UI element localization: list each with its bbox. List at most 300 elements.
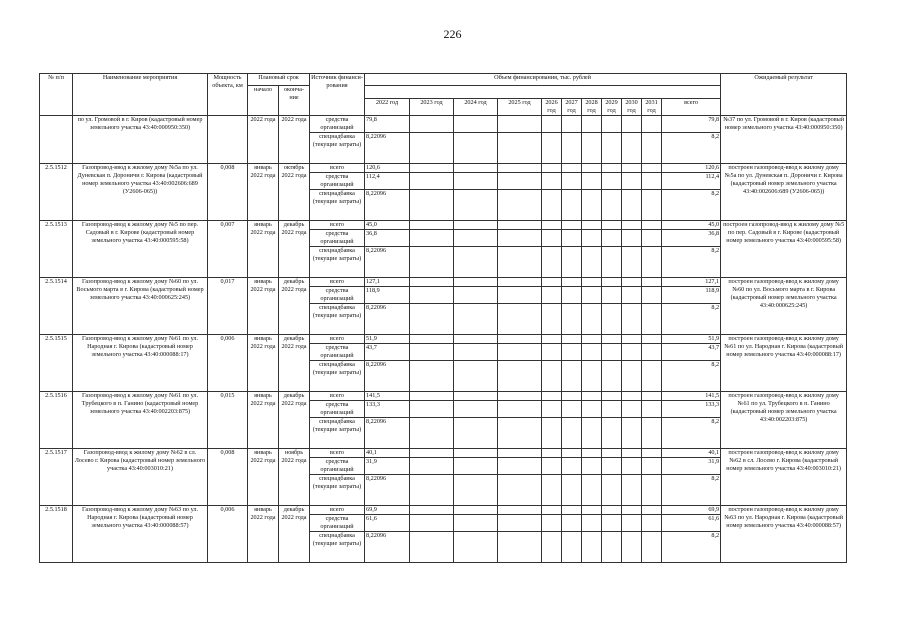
value-empty [602,190,622,221]
value-empty [454,173,498,190]
value-empty [582,506,602,515]
value-empty [582,278,602,287]
value-empty [498,304,542,335]
value-2022: 61,6 [365,515,410,532]
value-empty [454,449,498,458]
header-name: Наименование мероприятия [73,74,208,116]
value-empty [410,304,454,335]
value-empty [622,458,642,475]
funding-source: спецнадбавка (текущие затраты) [310,247,365,278]
header-year: 2028 год [582,99,602,116]
value-empty [582,221,602,230]
value-empty [454,361,498,392]
value-empty [454,116,498,133]
financing-table [39,73,847,563]
value-empty [642,344,662,361]
value-empty [498,506,542,515]
funding-source: спецнадбавка (текущие затраты) [310,418,365,449]
value-empty [410,392,454,401]
value-2022: 112,4 [365,173,410,190]
value-empty [582,475,602,506]
value-empty [622,278,642,287]
value-empty [542,287,562,304]
value-empty [542,116,562,133]
value-empty [642,449,662,458]
measure-name: Газопровод-ввод к жилому дому №60 по ул. Восьмого марта в г. Кирова (кадастровый номер земельного участка 43:40:000625:245) [73,278,208,335]
value-2022: 141,5 [365,392,410,401]
value-2022: 127,1 [365,278,410,287]
value-empty [642,133,662,164]
value-total: 31,9 [662,458,721,475]
value-empty [562,515,582,532]
value-empty [622,418,642,449]
value-empty [498,247,542,278]
header-year: 2031 год [642,99,662,116]
value-empty [562,190,582,221]
value-2022: 79,8 [365,116,410,133]
value-empty [582,458,602,475]
value-empty [582,304,602,335]
start-date: январь 2022 года [248,506,279,563]
header-volume: Объем финансирования, тыс. рублей [365,74,721,86]
value-empty [542,449,562,458]
value-empty [622,335,642,344]
value-empty [602,506,622,515]
value-total: 133,3 [662,401,721,418]
value-empty [454,221,498,230]
header-year: 2030 год [622,99,642,116]
header-year: 2026 год [542,99,562,116]
value-total: 8,2 [662,133,721,164]
value-empty [602,344,622,361]
value-empty [582,532,602,563]
value-empty [622,361,642,392]
value-total: 8,2 [662,361,721,392]
value-2022: 45,0 [365,221,410,230]
value-empty [542,532,562,563]
value-empty [602,418,622,449]
value-empty [582,401,602,418]
value-empty [542,344,562,361]
value-empty [454,458,498,475]
value-empty [642,247,662,278]
end-date: декабрь 2022 года [279,278,310,335]
value-empty [642,515,662,532]
value-empty [642,304,662,335]
value-empty [622,116,642,133]
start-date: январь 2022 года [248,335,279,392]
value-empty [498,335,542,344]
header-start: начало [248,86,279,116]
value-empty [542,475,562,506]
funding-source: спецнадбавка (текущие затраты) [310,190,365,221]
value-empty [562,304,582,335]
value-empty [410,164,454,173]
value-empty [602,515,622,532]
end-date: декабрь 2022 года [279,221,310,278]
table-row [40,506,847,515]
value-empty [622,304,642,335]
value-empty [642,475,662,506]
start-date: январь 2022 года [248,449,279,506]
value-empty [498,221,542,230]
value-empty [602,458,622,475]
table-row [40,449,847,458]
value-empty [542,458,562,475]
value-empty [498,278,542,287]
funding-source: всего [310,221,365,230]
value-total: 8,2 [662,247,721,278]
measure-name: Газопровод-ввод к жилому дому №63 по ул. Народная г. Кирова (кадастровый номер земельного участка 43:40:000088:57) [73,506,208,563]
value-empty [454,392,498,401]
value-total: 120,6 [662,164,721,173]
value-empty [498,133,542,164]
value-empty [562,335,582,344]
value-empty [542,401,562,418]
value-empty [622,506,642,515]
start-date: январь 2022 года [248,392,279,449]
value-empty [498,418,542,449]
funding-source: спецнадбавка (текущие затраты) [310,133,365,164]
end-date: 2022 года [279,116,310,164]
value-empty [562,287,582,304]
value-empty [622,401,642,418]
funding-source: спецнадбавка (текущие затраты) [310,532,365,563]
value-empty [642,221,662,230]
start-date: январь 2022 года [248,164,279,221]
start-date: январь 2022 года [248,221,279,278]
header-year: 2027 год [562,99,582,116]
value-empty [602,361,622,392]
value-empty [582,190,602,221]
value-empty [602,278,622,287]
value-empty [454,335,498,344]
end-date: ноябрь 2022 года [279,449,310,506]
value-empty [602,230,622,247]
header-source: Источник финанси-рования [310,74,365,116]
funding-source: всего [310,392,365,401]
value-empty [498,392,542,401]
value-empty [498,361,542,392]
value-empty [542,304,562,335]
expected-result: построен газопровод-ввод к жилому дому №5 по пер. Садовый в г. Кирове (кадастровый номер земельного участка 43:40:000595:58) [721,221,847,278]
value-empty [410,532,454,563]
value-empty [642,392,662,401]
row-number: 2.5.1514 [40,278,73,335]
value-total: 45,0 [662,221,721,230]
header-year: 2024 год [454,99,498,116]
funding-source: всего [310,449,365,458]
value-total: 40,1 [662,449,721,458]
funding-source: спецнадбавка (текущие затраты) [310,304,365,335]
value-empty [498,173,542,190]
value-2022: 120,6 [365,164,410,173]
value-total: 127,1 [662,278,721,287]
row-number: 2.5.1518 [40,506,73,563]
value-empty [498,116,542,133]
capacity: 0,017 [208,278,248,335]
value-empty [582,515,602,532]
value-empty [542,173,562,190]
value-total: 8,2 [662,190,721,221]
value-total: 8,2 [662,532,721,563]
expected-result: построен газопровод-ввод к жилому дому №62 в сл. Лосево г. Кирова (кадастровый номер земельного участка 43:40:003010:21) [721,449,847,506]
value-empty [622,247,642,278]
value-empty [542,247,562,278]
funding-source: средства организаций [310,116,365,133]
value-empty [542,335,562,344]
header-year: 2022 год [365,99,410,116]
value-empty [602,449,622,458]
value-empty [622,515,642,532]
expected-result: построен газопровод-ввод к жилому дому №61 по ул. Народная г. Кирова (кадастровый номер земельного участка 43:40:000088:17) [721,335,847,392]
value-empty [582,361,602,392]
header-plan-term: Плановый срок [248,74,310,86]
value-empty [622,164,642,173]
table-row [40,392,847,401]
funding-source: средства организаций [310,173,365,190]
expected-result: построен газопровод-ввод к жилому дому №61 по ул. Трубецкого в п. Ганино (кадастровый номер земельного участка 43:40:002203:875) [721,392,847,449]
value-2022: 8,22096 [365,304,410,335]
value-2022: 8,22096 [365,418,410,449]
header-year: 2025 год [498,99,542,116]
value-empty [410,230,454,247]
value-empty [602,116,622,133]
value-empty [622,287,642,304]
value-empty [642,401,662,418]
value-2022: 8,22096 [365,361,410,392]
value-total: 36,8 [662,230,721,247]
expected-result: №37 по ул. Громовой в г. Киров (кадастровый номер земельного участка 43:40:000950:350) [721,116,847,164]
value-empty [602,335,622,344]
value-empty [582,392,602,401]
value-empty [410,173,454,190]
value-empty [622,221,642,230]
funding-source: средства организаций [310,515,365,532]
header-num: № п/п [40,74,73,116]
value-empty [454,401,498,418]
value-empty [602,247,622,278]
value-empty [454,304,498,335]
value-empty [410,287,454,304]
value-empty [602,287,622,304]
capacity: 0,008 [208,449,248,506]
value-empty [642,190,662,221]
value-empty [642,361,662,392]
value-empty [562,164,582,173]
value-empty [562,344,582,361]
capacity: 0,008 [208,164,248,221]
header-year: 2029 год [602,99,622,116]
value-empty [410,458,454,475]
capacity: 0,006 [208,335,248,392]
value-empty [562,221,582,230]
page-number: 226 [443,27,462,41]
value-2022: 8,22096 [365,190,410,221]
value-empty [562,133,582,164]
value-empty [582,247,602,278]
value-empty [642,418,662,449]
measure-name: по ул. Громовой в г. Киров (кадастровый номер земельного участка 43:40:000950:350) [73,116,208,164]
value-2022: 51,9 [365,335,410,344]
value-empty [410,344,454,361]
value-empty [582,418,602,449]
value-empty [542,133,562,164]
value-empty [454,278,498,287]
start-date: 2022 года [248,116,279,164]
value-empty [542,190,562,221]
value-empty [562,532,582,563]
measure-name: Газопровод-ввод к жилому дому №62 в сл. Лосево г. Кирова (кадастровый номер земельного участка 43:40:003010:21) [73,449,208,506]
value-empty [410,449,454,458]
value-empty [410,401,454,418]
value-empty [642,458,662,475]
value-empty [410,133,454,164]
expected-result: построен газопровод-ввод к жилому дому №60 по ул. Восьмого марта в г. Кирова (кадастровый номер земельного участка 43:40:000625:245) [721,278,847,335]
value-empty [602,532,622,563]
value-total: 112,4 [662,173,721,190]
header-total: всего [662,99,721,116]
value-empty [582,116,602,133]
value-empty [562,458,582,475]
value-total: 69,9 [662,506,721,515]
value-empty [622,230,642,247]
end-date: октябрь 2022 года [279,164,310,221]
value-empty [542,164,562,173]
value-empty [542,515,562,532]
value-empty [410,221,454,230]
row-number: 2.5.1512 [40,164,73,221]
value-empty [602,173,622,190]
value-empty [498,475,542,506]
value-empty [582,173,602,190]
end-date: декабрь 2022 года [279,506,310,563]
value-empty [562,418,582,449]
row-number [40,116,73,164]
value-total: 141,5 [662,392,721,401]
value-empty [622,344,642,361]
value-empty [454,475,498,506]
header-year: 2023 год [410,99,454,116]
value-empty [562,173,582,190]
funding-source: спецнадбавка (текущие затраты) [310,361,365,392]
value-empty [602,475,622,506]
value-2022: 43,7 [365,344,410,361]
value-empty [410,278,454,287]
measure-name: Газопровод-ввод к жилому дому №61 по ул. Народная г. Кирова (кадастровый номер земельного участка 43:40:000088:17) [73,335,208,392]
value-empty [542,361,562,392]
funding-source: средства организаций [310,287,365,304]
value-empty [542,278,562,287]
header-result: Ожидаемый результат [721,74,847,116]
value-empty [410,506,454,515]
capacity: 0,015 [208,392,248,449]
value-empty [622,392,642,401]
value-2022: 40,1 [365,449,410,458]
funding-source: средства организаций [310,458,365,475]
value-empty [622,173,642,190]
value-empty [562,401,582,418]
value-2022: 36,8 [365,230,410,247]
value-2022: 118,9 [365,287,410,304]
value-empty [454,133,498,164]
value-empty [410,190,454,221]
value-empty [622,449,642,458]
value-empty [582,133,602,164]
value-empty [602,304,622,335]
value-empty [454,190,498,221]
value-total: 118,9 [662,287,721,304]
value-empty [454,344,498,361]
value-empty [454,287,498,304]
value-2022: 8,22096 [365,247,410,278]
value-empty [642,532,662,563]
value-empty [642,287,662,304]
funding-source: средства организаций [310,401,365,418]
value-empty [542,230,562,247]
row-number: 2.5.1516 [40,392,73,449]
value-2022: 133,3 [365,401,410,418]
value-empty [454,230,498,247]
funding-source: всего [310,335,365,344]
expected-result: построен газопровод-ввод к жилому дому №5а по ул. Дуневская п. Дороничи г. Кирова (кадастровый номер земельного участка 43:40:002606:689 (У2606-065)) [721,164,847,221]
value-empty [498,230,542,247]
end-date: декабрь 2022 года [279,335,310,392]
value-empty [410,515,454,532]
end-date: декабрь 2022 года [279,392,310,449]
capacity [208,116,248,164]
value-empty [622,190,642,221]
row-number: 2.5.1515 [40,335,73,392]
value-empty [582,287,602,304]
value-empty [410,335,454,344]
value-empty [642,335,662,344]
funding-source: спецнадбавка (текущие затраты) [310,475,365,506]
table-row [40,335,847,344]
value-empty [602,164,622,173]
value-empty [642,164,662,173]
value-empty [542,418,562,449]
value-empty [498,190,542,221]
value-empty [642,116,662,133]
value-2022: 31,9 [365,458,410,475]
value-total: 79,8 [662,116,721,133]
value-empty [642,278,662,287]
value-empty [498,164,542,173]
value-empty [582,449,602,458]
header-capacity: Мощность объекта, км [208,74,248,116]
value-empty [622,532,642,563]
header-end: оконча-ние [279,86,310,116]
value-2022: 8,22096 [365,475,410,506]
value-total: 43,7 [662,344,721,361]
value-total: 51,9 [662,335,721,344]
value-empty [582,164,602,173]
value-total: 61,6 [662,515,721,532]
funding-source: средства организаций [310,230,365,247]
value-empty [542,392,562,401]
value-empty [498,287,542,304]
value-empty [582,344,602,361]
value-empty [562,449,582,458]
value-empty [410,361,454,392]
value-empty [562,392,582,401]
table-row [40,116,847,133]
value-empty [562,247,582,278]
value-empty [410,247,454,278]
value-empty [622,133,642,164]
value-empty [562,230,582,247]
